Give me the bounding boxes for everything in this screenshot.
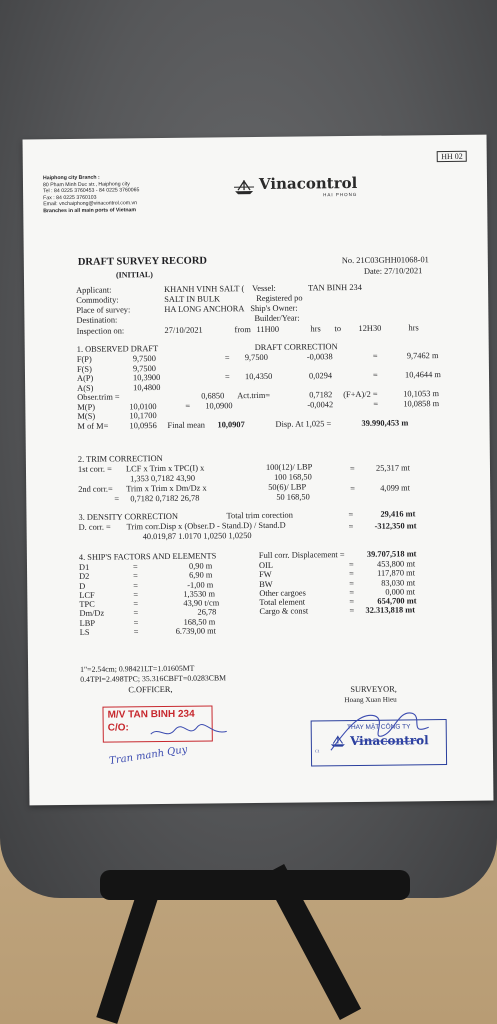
factor-eq: = [133,618,139,628]
document-code: HH 02 [437,151,467,162]
vessel-stamp-co-label: C/O: [107,722,129,734]
element-label: BW [259,579,273,589]
branch-tel: Tel : 84 0225 3760453 - 84 0225 3760065 [43,187,140,195]
branch-header [43,174,140,215]
first-corr-values: 1,353 0,7182 43,90 [130,473,196,484]
first-corr-fraction-header: 100(12)/ LBP [265,462,313,472]
document-title: DRAFT SURVEY RECORD [77,255,208,268]
surveyor-label: SURVEYOR, [350,684,397,695]
density-correction-title: 3. DENSITY CORRECTION [78,511,179,522]
element-value: 453,800 mt [376,559,416,569]
conversion-line-1: 1"=2.54cm; 0.98421LT=1.01605MT [80,663,195,674]
place-value: HA LONG ANCHORA [164,304,245,314]
factor-label: TPC [79,599,95,610]
factor-value: 1,3530 m [183,589,215,599]
draft-row-eq: = [224,353,230,363]
disp-label: Disp. At 1,025 = [275,418,332,429]
mp-average: 10,0900 [205,400,233,411]
draft-row-label: A(S) [77,383,94,393]
officer-signature-scribble [149,723,229,742]
density-formula: Trim corr.Disp x (Obser.D - Stand.D) / Stand.D [126,520,286,532]
logo-name: Vinacontrol [258,173,358,193]
applicant-value: KHANH VINH SALT ( [164,284,245,294]
place-label: Place of survey: [76,305,131,315]
draft-row-correction: 0,0294 [308,371,333,381]
draft-row-value: 10,4800 [133,382,161,392]
element-eq: = [349,597,355,607]
element-eq: = [349,569,354,579]
full-corr-value: 39.707,518 mt [366,549,417,559]
factor-value: 26,78 [197,607,217,618]
total-trim-eq: = [348,510,354,520]
draft-row-value: 9,7500 [132,354,156,364]
commodity-value: SALT IN BULK [164,294,221,304]
to-time: 12H30 [358,323,382,333]
mp-eq: = [185,401,191,411]
company-stamp-top: THAY MẶT CÔNG TY [346,723,411,732]
factor-label: D2 [79,572,90,582]
registered-port-label: Registered po [256,293,303,304]
commodity-label: Commodity: [76,295,119,305]
factors-right-list [259,559,460,617]
full-corr-label: Full corr. Displacement = [258,550,345,560]
fa2-value: 10,1053 m [403,389,440,399]
draft-row-eq2: = [372,351,378,361]
document-subtitle: (INITIAL) [115,270,153,280]
factor-value: 0,90 m [188,561,213,571]
draft-row-average: 10,4350 [244,371,273,382]
element-row [259,605,459,616]
from-time: 11H00 [256,324,280,335]
factor-label: LCF [79,590,95,600]
trim-correction-title: 2. TRIM CORRECTION [77,453,163,464]
factor-value: 43,90 t/cm [183,598,220,608]
mofm-value: 10,0956 [129,420,157,430]
element-value: 0,000 mt [385,587,416,597]
report-number: No. 21C03GHH01068-01 [341,255,429,266]
mp-correction: -0,0042 [307,399,334,409]
factor-value: -1,00 m [187,580,214,590]
hrs-label-2: hrs [408,323,419,333]
draft-row-eq: = [224,372,230,382]
density-values: 40.019,87 1.0170 1,0250 1,0250 [142,531,252,542]
hrs-label-1: hrs [310,324,321,334]
mp-value: 10,0100 [129,401,157,411]
factor-value: 168,50 m [183,617,216,627]
surveyor-name: Hoang Xuan Hieu [344,695,397,705]
branch-email: Email: vnchaiphong@vinacontrol.com.vn [43,200,138,208]
element-value: 117,870 mt [377,568,415,579]
draft-row-value: 9,7500 [132,363,157,373]
logo-subtitle: HAI PHONG [323,191,358,198]
mofm-label: M of M= [77,421,109,431]
fa2-label: (F+A)/2 = [343,389,378,400]
vessel-stamp-name: M/V TAN BINH 234 [107,708,195,721]
inspection-date: 27/10/2021 [164,325,203,335]
draft-row-label: F(P) [76,354,92,364]
density-eq: = [348,522,354,532]
draft-survey-document [23,135,494,806]
report-date: Date: 27/10/2021 [363,266,423,276]
factor-eq: = [132,562,138,572]
second-corr-label: 2nd corr.= [78,484,113,494]
element-label: Total element [259,597,306,608]
ms-value: 10,1700 [129,411,157,421]
vessel-label: Vessel: [252,283,276,294]
factor-label: D1 [78,562,90,572]
element-value: 654,700 mt [377,596,417,606]
total-trim-value: 29,416 mt [380,509,416,519]
ms-label: M(S) [77,411,96,421]
first-corr-header: LCF x Trim x TPC(I) x [125,463,205,474]
final-mean-label: Final mean [167,420,206,430]
company-stamp-name: Vinacontrol [349,733,429,749]
element-value: 32.313,818 mt [365,605,416,616]
branch-address: 80 Pham Minh Duc str., Haiphong city [42,180,130,188]
act-trim-label: Act.trim= [237,390,271,401]
applicant-label: Applicant: [76,285,112,295]
draft-correction-title: DRAFT CORRECTION [254,342,338,353]
element-label: Other cargoes [259,588,306,598]
draft-row-value: 10,3900 [132,373,161,383]
factor-eq: = [133,571,138,581]
first-corr-label: 1st corr. = [77,464,112,474]
factor-label: LS [79,627,90,637]
density-result: -312,350 mt [374,521,417,531]
element-label: Cargo & const [259,606,309,617]
factors-left-list [79,561,260,637]
mp-eq2: = [373,399,379,409]
obser-trim-value: 0,6850 [201,391,225,401]
from-label: from [234,325,251,335]
draft-row-result: 9,7462 m [406,351,439,361]
factor-label: D [79,581,86,591]
obser-trim-label: Obser.trim = [77,392,120,402]
vessel-value: TAN BINH 234 [308,282,362,293]
first-corr-fraction-values: 100 168,50 [274,472,312,482]
total-trim-label: Total trim corection [226,510,293,521]
officer-label: C.OFFICER, [128,684,173,695]
to-label: to [334,324,342,334]
element-eq: = [349,587,355,597]
element-eq: = [349,606,355,616]
final-mean-value: 10,0907 [217,419,245,429]
first-corr-result: 25,317 mt [375,463,411,473]
second-corr-result: 4,099 mt [380,483,411,493]
vinacontrol-logo [233,174,358,198]
second-corr-fraction-header: 50(6)/ LBP [268,482,307,492]
second-corr-eq-left: = [114,494,120,504]
disp-value: 39.990,453 m [361,417,409,428]
mp-result: 10,0858 m [403,398,440,408]
second-corr-fraction-values: 50 168,50 [276,492,310,502]
element-label: OIL [258,560,273,570]
factor-value: 6,90 m [189,570,213,581]
element-value: 83,030 mt [381,577,416,588]
factor-eq: = [133,599,139,609]
draft-row-correction: -0,0038 [306,352,333,362]
observed-draft-title: 1. OBSERVED DRAFT [76,344,159,354]
draft-row-label: F(S) [76,364,92,374]
element-eq: = [349,578,354,588]
owner-label: Ship's Owner: [250,303,298,314]
factor-eq: = [133,627,139,637]
factor-label: LBP [79,618,96,628]
mp-label: M(P) [77,402,96,412]
draft-row-result: 10,4644 m [404,370,441,380]
element-label: FW [259,570,272,580]
chair-base [100,870,410,900]
branch-network: Branches in all main ports of Vietnam [43,207,137,215]
conversion-line-2: 0.4TPI=2.498TPC; 35.316CBFT=0.0283CBM [80,673,227,684]
factor-eq: = [133,590,139,600]
second-corr-values: 0,7182 0,7182 26,78 [130,493,200,504]
observed-draft-table [76,351,441,431]
first-corr-eq: = [349,463,355,474]
second-corr-header: Trim x Trim x Dm/Dz x [126,483,207,494]
builder-label: Builder/Year: [254,313,300,324]
factor-eq: = [133,608,139,618]
inspection-label: Inspection on: [76,326,125,336]
branch-name: Haiphong city Branch : [42,174,100,182]
factor-value: 6.739,00 mt [175,626,216,636]
element-eq: = [348,560,354,570]
second-corr-eq: = [350,483,355,494]
act-trim-value: 0,7182 [309,390,333,400]
ships-factors-title: 4. SHIP'S FACTORS AND ELEMENTS [78,551,217,562]
officer-signature-name: Tran manh Quy [108,744,189,767]
density-corr-label: D. corr. = [78,522,111,532]
factor-eq: = [133,580,138,590]
draft-row-average: 9,7500 [244,352,268,363]
draft-row-label: A(P) [76,373,94,383]
factor-label: Dm/Dz [79,609,105,619]
company-stamp-small: C1 [314,748,320,754]
draft-row-eq2: = [372,370,378,380]
factor-row [80,626,260,637]
branch-fax: Fax : 84 0225 3760103 [43,194,97,202]
surveyor-signature [324,701,435,758]
ship-icon [233,178,255,196]
destination-label: Destination: [76,315,118,325]
